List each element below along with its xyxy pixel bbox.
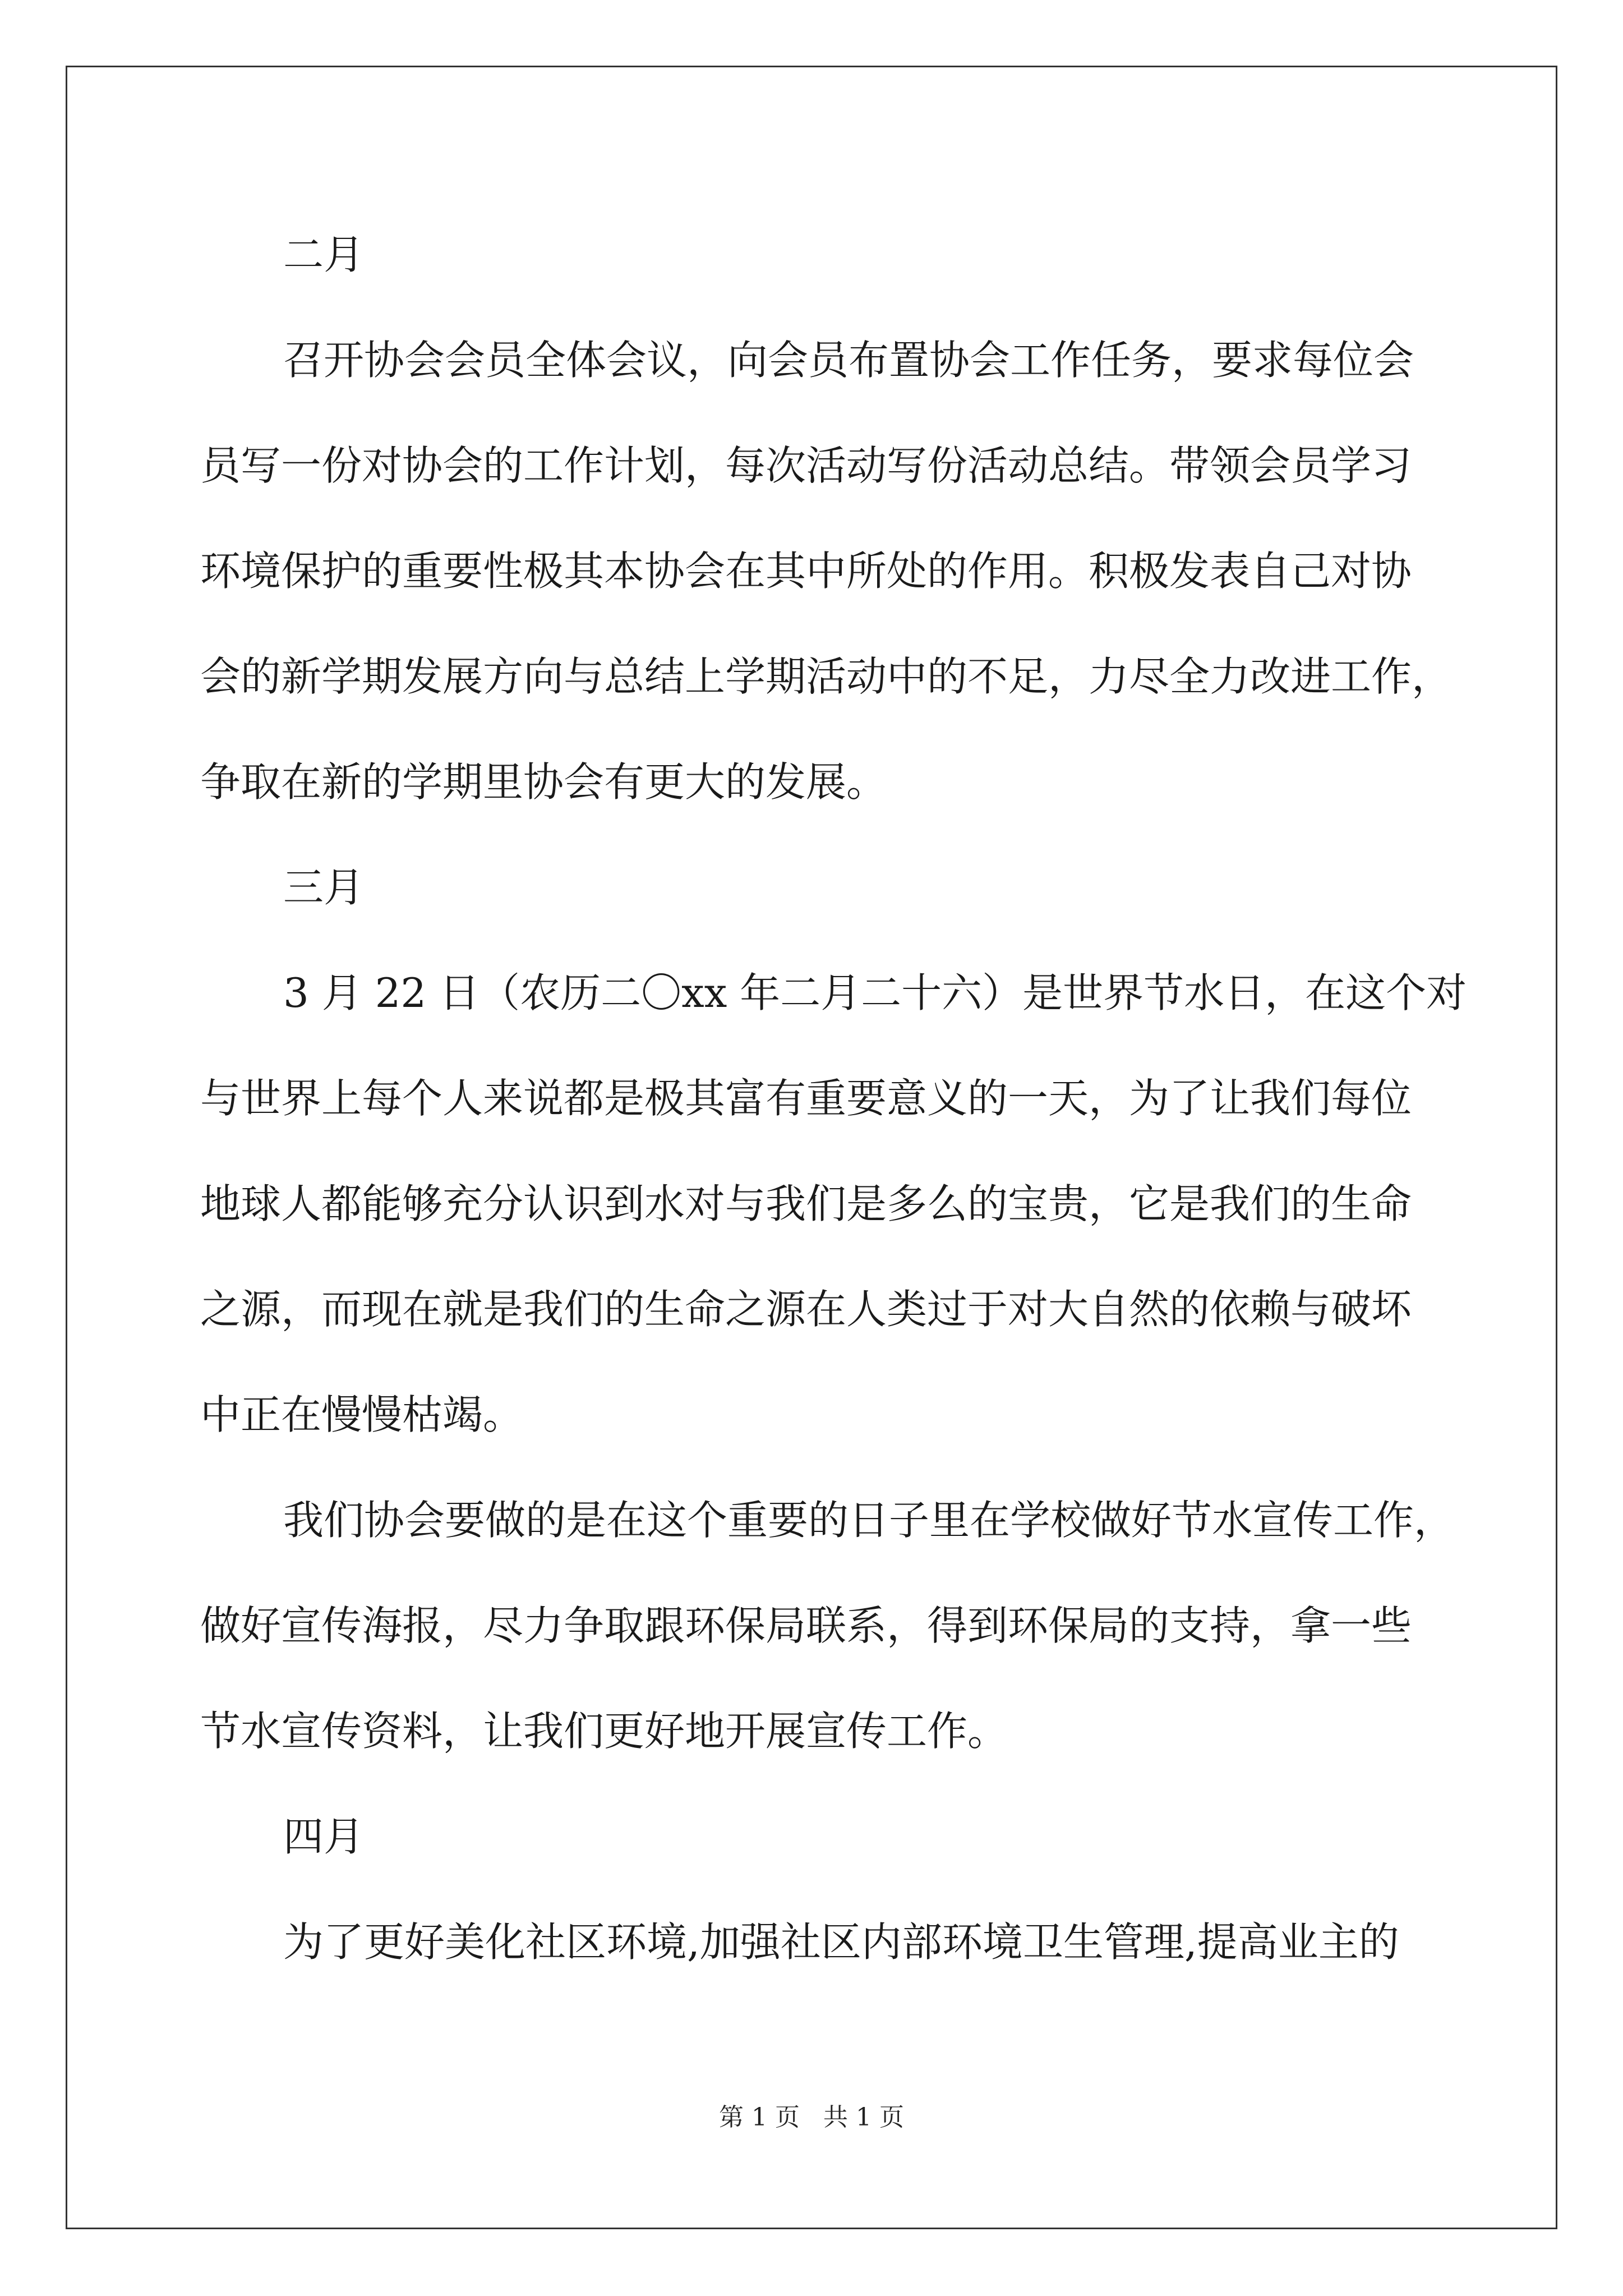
paragraph-line: 做好宣传海报，尽力争取跟环保局联系，得到环保局的支持，拿一些 <box>200 1602 1412 1649</box>
paragraph-line: 地球人都能够充分认识到水对与我们是多么的宝贵，它是我们的生命 <box>200 1180 1412 1227</box>
page-total: 共 1 页 <box>823 2103 904 2132</box>
page-number: 第 1 页 <box>719 2103 800 2132</box>
month-heading: 四月 <box>283 1813 365 1860</box>
paragraph-line: 争取在新的学期里协会有更大的发展。 <box>200 758 887 806</box>
paragraph-line: 节水宣传资料，让我们更好地开展宣传工作。 <box>200 1708 1008 1755</box>
paragraph-line: 与世界上每个人来说都是极其富有重要意义的一天，为了让我们每位 <box>200 1075 1412 1122</box>
paragraph-line: 我们协会要做的是在这个重要的日子里在学校做好节水宣传工作， <box>283 1497 1455 1544</box>
page-footer <box>0 2101 1623 2134</box>
paragraph-line: 环境保护的重要性极其本协会在其中所处的作用。积极发表自己对协 <box>200 547 1412 595</box>
paragraph-line: 为了更好美化社区环境,加强社区内部环境卫生管理,提高业主的 <box>283 1918 1399 1966</box>
paragraph-line: 会的新学期发展方向与总结上学期活动中的不足，力尽全力改进工作， <box>200 653 1453 700</box>
month-heading: 三月 <box>283 864 365 911</box>
month-heading: 二月 <box>283 231 365 278</box>
paragraph-line: 之源，而现在就是我们的生命之源在人类过于对大自然的依赖与破坏 <box>200 1286 1412 1333</box>
paragraph-line: 召开协会会员全体会议，向会员布置协会工作任务，要求每位会 <box>283 337 1414 384</box>
paragraph-line: 中正在慢慢枯竭。 <box>200 1391 524 1438</box>
paragraph-line: 3 月 22 日（农历二〇xx 年二月二十六）是世界节水日，在这个对 <box>283 969 1467 1016</box>
paragraph-line: 员写一份对协会的工作计划，每次活动写份活动总结。带领会员学习 <box>200 442 1412 489</box>
document-body <box>200 202 1467 1995</box>
